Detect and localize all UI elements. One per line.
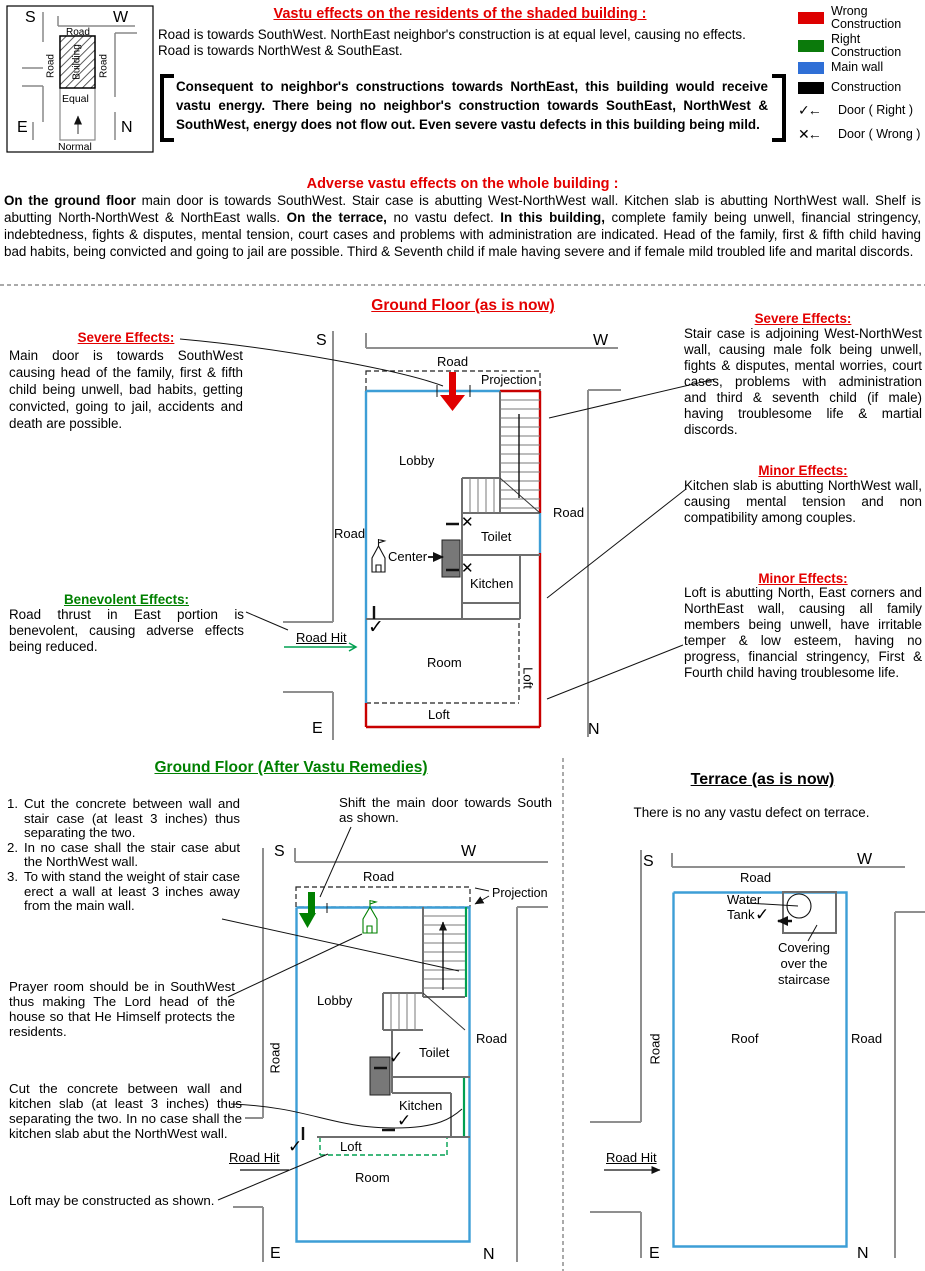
gn-south-label: S (316, 332, 327, 349)
right-bracket (772, 74, 786, 142)
legend-row-door-wrong (798, 126, 925, 143)
legend-row-construction (798, 81, 919, 94)
gn-kitchen-door-wrong-icon: ✕ (461, 560, 474, 577)
right-construction-swatch-icon (798, 40, 824, 52)
tr-tank-door-right-icon: ✓ (755, 905, 770, 924)
gn-west-label: W (593, 332, 609, 349)
minimap-west-label: W (113, 9, 129, 26)
gn-room-door-right-icon: ✓ (368, 617, 384, 638)
tr-west-label: W (857, 851, 873, 868)
legend-row-mainwall (798, 61, 919, 74)
adverse-text-1: main door is towards SouthWest. Stair case is abutting West-NorthWest wall. Kitchen slab is abutting NorthWest wall. Shelf is abutting North-NorthWest & NorthEast walls. (4, 193, 922, 225)
minimap-south-label: S (25, 9, 36, 26)
loft-note: Loft may be constructed as shown. (9, 1193, 215, 1208)
minimap-road-left-label: Road (45, 54, 57, 78)
remedy-item-3: 3. To with stand the weight of stair case erect a wall at least 3 inches away from the main wall. (7, 868, 240, 914)
gr-east-label: E (270, 1245, 281, 1262)
ground-now-title: Ground Floor (as is now) (371, 297, 555, 314)
adverse-bold-2: On the terrace, (286, 210, 387, 225)
main-wall-swatch-icon (798, 62, 824, 74)
gn-east-label: E (312, 720, 323, 737)
gn-road-top-label: Road (437, 354, 469, 369)
door-right-symbol-icon: ✓← (798, 102, 820, 118)
adverse-bold-1: On the ground floor (4, 193, 136, 208)
legend-right-label: Right Construction (831, 32, 902, 60)
gr-lobby-label: Lobby (317, 993, 353, 1008)
minor-effects-1-title: Minor Effects: (758, 463, 848, 478)
severe-left-title: Severe Effects: (77, 330, 175, 345)
gn-toilet-door-wrong-icon: ✕ (461, 514, 474, 531)
legend-mainwall-label: Main wall (831, 60, 884, 74)
legend-construction-label: Construction (831, 80, 902, 94)
benevolent-text: Road thrust in East portion is benevolent, causing adverse effects being reduced. (9, 607, 244, 654)
left-bracket (160, 74, 174, 142)
gn-north-label: N (588, 721, 600, 738)
gn-road-right-label: Road (553, 505, 585, 520)
gr-room-label: Room (355, 1170, 390, 1185)
legend-wrong-label: Wrong Construction (831, 4, 902, 32)
intro-line-2: Road is towards NorthWest & SouthEast. (158, 43, 403, 58)
gr-road-right-label: Road (476, 1031, 508, 1046)
gr-kitchen-door-right-icon: ✓ (397, 1111, 412, 1130)
minimap-equal-label: Equal (62, 93, 89, 105)
page-title: Vastu effects on the residents of the shaded building : (273, 6, 647, 22)
tr-road-right-label: Road (851, 1031, 883, 1046)
tr-road-left-label: Road (647, 1033, 663, 1065)
gr-road-top-label: Road (363, 869, 395, 884)
gn-projection-label: Projection (481, 373, 537, 387)
gr-west-label: W (461, 843, 477, 860)
gn-loft-bottom-label: Loft (428, 707, 450, 722)
prayer-room-note: Prayer room should be in SouthWest thus making The Lord head of the house so that He Himself protects the residents. (9, 979, 235, 1039)
adverse-bold-3: In this building, (500, 210, 605, 225)
adverse-title: Adverse vastu effects on the whole building : (306, 176, 619, 192)
remedy-instructions-list (7, 797, 240, 914)
gr-room-door-right-icon: ✓ (288, 1137, 303, 1156)
tr-covering-label: Covering over the staircase (777, 940, 831, 987)
minor-effects-2-text: Loft is abutting North, East corners and NorthEast wall, causing all family members being unwell, have irritable temper & low esteem, having no progress, financial stringency, First & Fourth child having troublesome life. (684, 585, 922, 680)
tr-east-label: E (649, 1245, 660, 1262)
terrace-note: There is no any vastu defect on terrace. (633, 805, 870, 820)
gr-kitchen-label: Kitchen (399, 1098, 443, 1113)
gn-loft-vertical-label: Loft (520, 667, 536, 689)
gn-center-label: Center (388, 549, 428, 564)
bracket-note: Consequent to neighbor's constructions towards NorthEast, this building would receive vastu energy. There being no neighbor's construction towards SouthEast, NorthWest & SouthWest, energy does not flow out. Even severe vastu defects in this building being mild. (176, 79, 768, 132)
severe-right-text: Stair case is adjoining West-NorthWest wall, causing male folk being unwell, fights & disputes, mental worries, court cases, problems with administration and third & seventh child (if male) having troublesome life & martial discords. (684, 326, 922, 437)
legend-row-right (798, 33, 919, 59)
adverse-paragraph (4, 192, 921, 260)
minimap-road-right-label: Road (98, 54, 110, 78)
gn-lobby-label: Lobby (399, 453, 435, 468)
minor-effects-1-text: Kitchen slab is abutting NorthWest wall, causing mental tension and non compatibility among couples. (684, 478, 922, 525)
legend-row-door-right (798, 102, 925, 119)
adverse-text-2: no vastu defect. (386, 210, 501, 225)
remedy-item-2: 2. In no case shall the stair case abut the NorthWest wall. (7, 839, 240, 870)
legend-row-wrong (798, 5, 919, 31)
tr-road-top-label: Road (740, 870, 772, 885)
door-wrong-symbol-icon: ✕← (798, 126, 820, 142)
gr-south-label: S (274, 843, 285, 860)
terrace-title: Terrace (as is now) (690, 771, 835, 788)
minimap-east-label: E (17, 119, 28, 136)
gr-toilet-door-right-icon: ✓ (389, 1048, 404, 1067)
remedy-item-1: 1. Cut the concrete between wall and stair case (at least 3 inches) thus separating the two. (7, 796, 240, 841)
legend-door-wrong-label: Door ( Wrong ) (838, 126, 921, 141)
minimap-road-top-label: Road (66, 27, 90, 38)
tr-water-tank-label: Water Tank (727, 892, 762, 922)
gr-projection-label: Projection (492, 886, 548, 900)
minimap-north-label: N (121, 119, 133, 136)
minimap-normal-label: Normal (58, 141, 92, 153)
ground-remedy-title: Ground Floor (After Vastu Remedies) (154, 759, 428, 776)
gn-toilet-label: Toilet (481, 529, 512, 544)
benevolent-title: Benevolent Effects: (63, 592, 189, 607)
gr-road-hit-label: Road Hit (229, 1150, 280, 1165)
gr-toilet-label: Toilet (419, 1045, 450, 1060)
gr-road-left-label: Road (267, 1042, 283, 1074)
gr-north-label: N (483, 1246, 495, 1263)
shift-door-note: Shift the main door towards South as shown. (339, 795, 552, 825)
gn-road-left-label: Road (334, 526, 366, 541)
intro-line-1: Road is towards SouthWest. NorthEast neighbor's construction is at equal level, causing no effects. (158, 27, 746, 42)
tr-road-hit-label: Road Hit (606, 1150, 657, 1165)
severe-right-title: Severe Effects: (754, 311, 852, 326)
wrong-construction-swatch-icon (798, 12, 824, 24)
legend-door-right-label: Door ( Right ) (838, 102, 914, 117)
gn-kitchen-label: Kitchen (470, 576, 514, 591)
minor-effects-2-title: Minor Effects: (758, 571, 848, 586)
gn-room-label: Room (427, 655, 462, 670)
kitchen-slab-note: Cut the concrete between wall and kitchen slab (at least 3 inches) thus separating the two. In no case shall the kitchen slab abut the NorthWest wall. (9, 1081, 242, 1141)
tr-south-label: S (643, 853, 654, 870)
adverse-text-3: complete family being unwell, financial stringency, indebtedness, fights & disputes, mental tension, court cases and problems with administration are indicated. Head of the family, first & fifth child having bad habits, being convicted and going to jail are possible. Third & Seventh child if male having severe and if female mild troubled life and marital discords. (4, 210, 921, 259)
gr-loft-label: Loft (340, 1139, 362, 1154)
tr-north-label: N (857, 1245, 869, 1262)
construction-swatch-icon (798, 82, 824, 94)
gn-road-hit-label: Road Hit (296, 630, 347, 645)
severe-left-text: Main door is towards SouthWest causing head of the family, first & fifth child being unwell, bad habits, getting convicted, going to jail, accidents and death are possible. (9, 348, 243, 431)
minimap-building-label: Building (71, 44, 83, 80)
tr-roof-label: Roof (731, 1031, 759, 1046)
